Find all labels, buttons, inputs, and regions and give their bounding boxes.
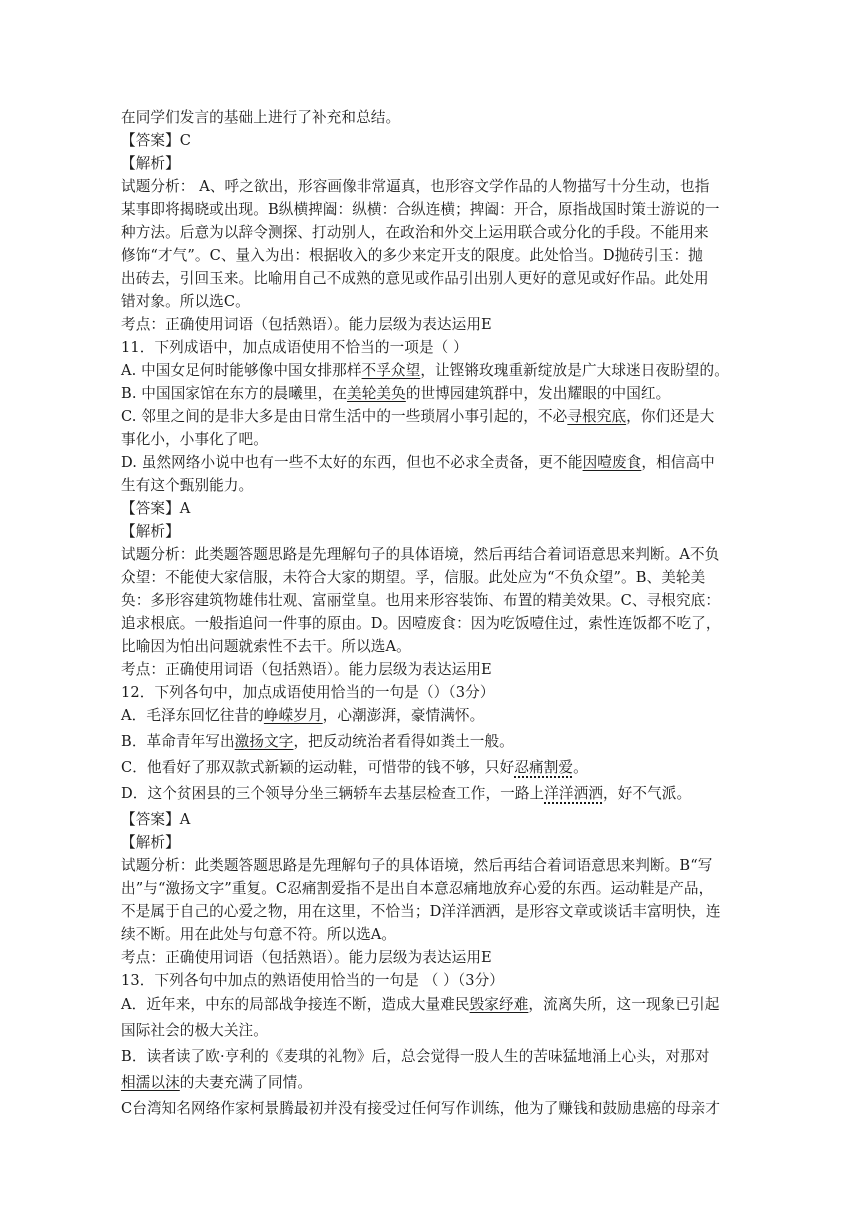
text-segment: D. 虽然网络小说中也有一些不太好的东西，但也不必求全责备，更不能 [121,454,583,471]
marked-idiom: 洋洋洒洒 [544,785,604,802]
text-segment: ，相信高中 [641,454,715,471]
text-line [121,269,761,289]
text-segment: 比喻因为怕出问题就索性不去干。所以选A。 [121,638,411,655]
text-segment: 修饰“才气”。C、量入为出：根据收入的多少来定开支的限度。此处恰当。D抛砖引玉：抛 [121,247,703,264]
marked-idiom: 忍痛割爱 [514,759,574,776]
marked-idiom: 美轮美奂 [347,385,406,402]
text-line [121,732,761,752]
text-segment: 生有这个甄别能力。 [121,477,254,494]
text-segment: ，心潮澎湃，豪情满怀。 [322,707,485,724]
text-segment: 追求根底。一般指追问一件事的原由。D。因噎废食：因为吃饭噎住过，索性连饭都不吃了， [121,615,721,632]
text-line [121,784,761,804]
text-segment: ，好不气派。 [603,785,692,802]
text-line [121,361,761,381]
text-segment: 考点：正确使用词语（包括熟语）。能力层级为表达运用E [121,661,492,678]
text-line [121,476,761,496]
text-line [121,614,761,634]
text-line [121,833,761,853]
text-segment: 错对象。所以选C。 [121,293,250,310]
text-line [121,1073,761,1093]
text-segment: 13．下列各句中加点的熟语使用恰当的一句是 （ ）（3分） [121,972,504,989]
text-segment: 12．下列各句中，加点成语使用恰当的一句是（）（3分） [121,684,495,701]
marked-idiom: 因噎废食 [582,454,642,471]
text-segment: B．革命青年写出 [121,733,235,750]
text-segment: 试题分析：此类题答题思路是先理解句子的具体语境，然后再结合着词语意思来判断。B“写 [121,857,713,874]
text-line [121,407,761,427]
text-segment: 【答案】A [121,811,191,828]
text-segment: 考点：正确使用词语（包括熟语）。能力层级为表达运用E [121,316,492,333]
text-segment: 在同学们发言的基础上进行了补充和总结。 [121,109,401,126]
text-line [121,568,761,588]
text-segment: ，让铿锵玫瑰重新绽放是广大球迷日夜盼望的。 [420,362,729,379]
text-line [121,591,761,611]
text-segment: 【解析】 [121,834,180,851]
text-segment: 【解析】 [121,523,180,540]
text-segment: 试题分析： A、呼之欲出，形容画像非常逼真，也形容文学作品的人物描写十分生动，也指 [121,178,710,195]
text-line [121,177,761,197]
marked-idiom: 激扬文字 [234,733,294,750]
text-line [121,430,761,450]
text-line [121,683,761,703]
text-segment: 某事即将揭晓或出现。B纵横捭阖：纵横：合纵连横；捭阖：开合，原指战国时策士游说的一 [121,201,720,218]
text-segment: 奂：多形容建筑物雄伟壮观、富丽堂皇。也用来形容装饰、布置的精美效果。C、寻根究底： [121,592,721,609]
text-line [121,292,761,312]
marked-idiom: 毁家纾难 [469,996,529,1013]
marked-idiom: 寻根究底 [567,408,627,425]
text-line [121,902,761,922]
text-segment: C. 邻里之间的是非大多是由日常生活中的一些琐屑小事引起的，不必 [121,408,568,425]
text-segment: D．这个贫困县的三个领导分坐三辆轿车去基层检查工作，一路上 [121,785,545,802]
text-line [121,948,761,968]
text-segment: 试题分析：此类题答题思路是先理解句子的具体语境，然后再结合着词语意思来判断。A不负 [121,546,720,563]
text-segment: 出砖去，引回玉来。比喻用自己不成熟的意见或作品引出别人更好的意见或好作品。此处用 [121,270,709,287]
marked-idiom: 相濡以沫 [121,1074,180,1091]
text-line [121,246,761,266]
text-segment: 事化小，小事化了吧。 [121,431,268,448]
text-line [121,108,761,128]
marked-idiom: 峥嵘岁月 [263,707,323,724]
text-segment: B. 中国国家馆在东方的晨曦里，在 [121,385,348,402]
text-segment: 不是属于自己的心爱之物，用在这里，不恰当；D洋洋洒洒，是形容文章或谈话丰富明快，连 [121,903,721,920]
text-segment: ，你们还是大 [626,408,715,425]
text-line [121,1099,761,1119]
text-segment: 众望：不能使大家信服，未符合大家的期望。孚，信服。此处应为“不负众望”。B、美轮美 [121,569,706,586]
text-line [121,338,761,358]
text-line [121,810,761,830]
text-line [121,637,761,657]
text-segment: 种方法。后意为以辞令测探、打动别人，在政治和外交上运用联合或分化的手段。不能用来 [121,224,709,241]
text-line [121,856,761,876]
text-line [121,200,761,220]
text-segment: 的夫妻充满了同情。 [179,1074,313,1091]
text-segment: B．读者读了欧·亨利的《麦琪的礼物》后，总会觉得一股人生的苦味猛地涌上心头，对那对 [121,1048,710,1065]
text-line [121,499,761,519]
text-segment: 考点：正确使用词语（包括熟语）。能力层级为表达运用E [121,949,492,966]
text-segment: A．近年来，中东的局部战争接连不断，造成大量难民 [121,996,470,1013]
text-segment: 【答案】A [121,500,191,517]
text-line [121,154,761,174]
text-line [121,995,761,1015]
text-line [121,758,761,778]
text-line [121,1021,761,1041]
text-line [121,315,761,335]
text-line [121,1047,761,1067]
text-segment: 续不断。用在此处与句意不符。所以选A。 [121,926,397,943]
text-line [121,925,761,945]
text-line [121,879,761,899]
text-segment: C．他看好了那双款式新颖的运动鞋，可惜带的钱不够，只好 [121,759,515,776]
text-line [121,131,761,151]
text-segment: ，流离失所，这一现象已引起 [528,996,720,1013]
text-segment: 国际社会的极大关注。 [121,1022,268,1039]
text-segment: 【答案】C [121,132,192,149]
text-line [121,384,761,404]
text-segment: 【解析】 [121,155,180,172]
text-segment: ，把反动统治者看得如粪土一般。 [293,733,514,750]
text-line [121,453,761,473]
text-segment: 出”与“激扬文字”重复。C忍痛割爱指不是出自本意忍痛地放弃心爱的东西。运动鞋是产品， [121,880,714,897]
text-line [121,706,761,726]
text-line [121,223,761,243]
text-segment: 11．下列成语中，加点成语使用不恰当的一项是（ ） [121,339,468,356]
text-segment: A. 中国女足何时能够像中国女排那样 [121,362,362,379]
text-line [121,522,761,542]
text-line [121,971,761,991]
marked-idiom: 不孚众望 [361,362,421,379]
text-segment: A．毛泽东回忆往昔的 [121,707,264,724]
text-segment: 的世博园建筑群中，发出耀眼的中国红。 [405,385,671,402]
text-segment: C台湾知名网络作家柯景腾最初并没有接受过任何写作训练，他为了赚钱和鼓励患癌的母亲才 [121,1100,721,1117]
text-line [121,660,761,680]
text-line [121,545,761,565]
text-segment: 。 [573,759,588,776]
